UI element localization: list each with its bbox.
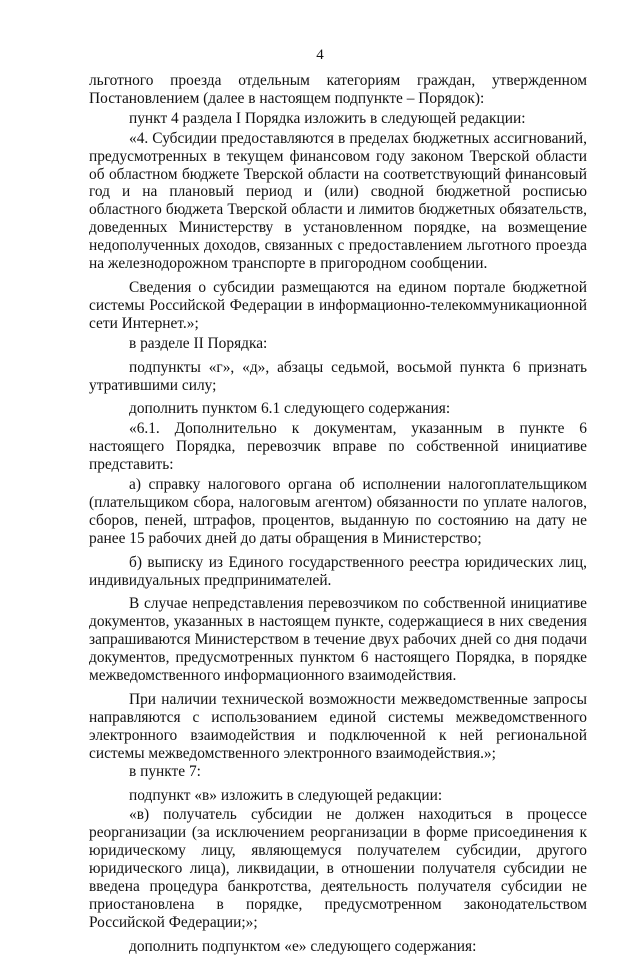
paragraph-8: «6.1. Дополнительно к документам, указанным в пункте 6 настоящего Порядка, перевозчик вправе по собственной инициативе представить: [89, 420, 587, 474]
paragraph-10: б) выписку из Единого государственного реестра юридических лиц, индивидуальных предпринимателей. [89, 553, 587, 589]
paragraph-1: льготного проезда отдельным категориям граждан, утвержденном Постановлением (далее в настоящем подпункте – Порядок): [89, 72, 587, 107]
paragraph-12: При наличии технической возможности межведомственные запросы направляются с использованием единой системы межведомственного электронного взаимодействия и подключенной к ней региональной системы межведомственного электронного взаимодействия.»; [89, 691, 587, 762]
paragraph-5: в разделе II Порядка: [129, 334, 268, 352]
paragraph-6: подпункты «г», «д», абзацы седьмой, восьмой пункта 6 признать утратившими силу; [89, 358, 587, 394]
paragraph-9: а) справку налогового органа об исполнении налогоплательщиком (плательщиком сбора, налоговым агентом) обязанности по уплате налогов, сборов, пеней, штрафов, процентов, выданную по состоянию на дату не ранее 15 рабочих дней до даты обращения в Министерство; [89, 476, 587, 547]
paragraph-13: в пункте 7: [129, 762, 201, 780]
paragraph-7: дополнить пунктом 6.1 следующего содержания: [129, 400, 451, 418]
paragraph-16: дополнить подпунктом «е» следующего содержания: [129, 937, 477, 955]
paragraph-4: Сведения о субсидии размещаются на едином портале бюджетной системы Российской Федерации в информационно-телекоммуникационной сети Интернет.»; [89, 278, 587, 332]
paragraph-15: «в) получатель субсидии не должен находиться в процессе реорганизации (за исключением реорганизации в форме присоединения к юридическому лицу, являющемуся получателем субсидии, другого юридического лица), ликвидации, в отношении получателя субсидии не введена процедура банкротства, деятельность получателя субсидии не приостановлена в порядке, предусмотренном законодательством Российской Федерации;»; [89, 806, 587, 931]
paragraph-3: «4. Субсидии предоставляются в пределах бюджетных ассигнований, предусмотренных в текущем финансовом году законом Тверской области об областном бюджете Тверской области на соответствующий финансовый год и на плановый период и (или) сводной бюджетной росписью областного бюджета Тверской области и лимитов бюджетных обязательств, доведенных Министерству в установленном порядке, на возмещение недополученных доходов, связанных с предоставлением льготного проезда на железнодорожном транспорте в пригородном сообщении. [89, 129, 587, 273]
document-body [89, 72, 587, 956]
paragraph-11: В случае непредставления перевозчиком по собственной инициативе документов, указанных в настоящем пункте, содержащиеся в них сведения запрашиваются Министерством в течение двух рабочих дней со дня подачи документов, предусмотренных пунктом 6 настоящего Порядка, в порядке межведомственного информационного взаимодействия. [89, 595, 587, 685]
page-number: 4 [316, 47, 324, 63]
paragraph-2: пункт 4 раздела I Порядка изложить в следующей редакции: [129, 109, 526, 127]
paragraph-14: подпункт «в» изложить в следующей редакции: [129, 786, 443, 804]
